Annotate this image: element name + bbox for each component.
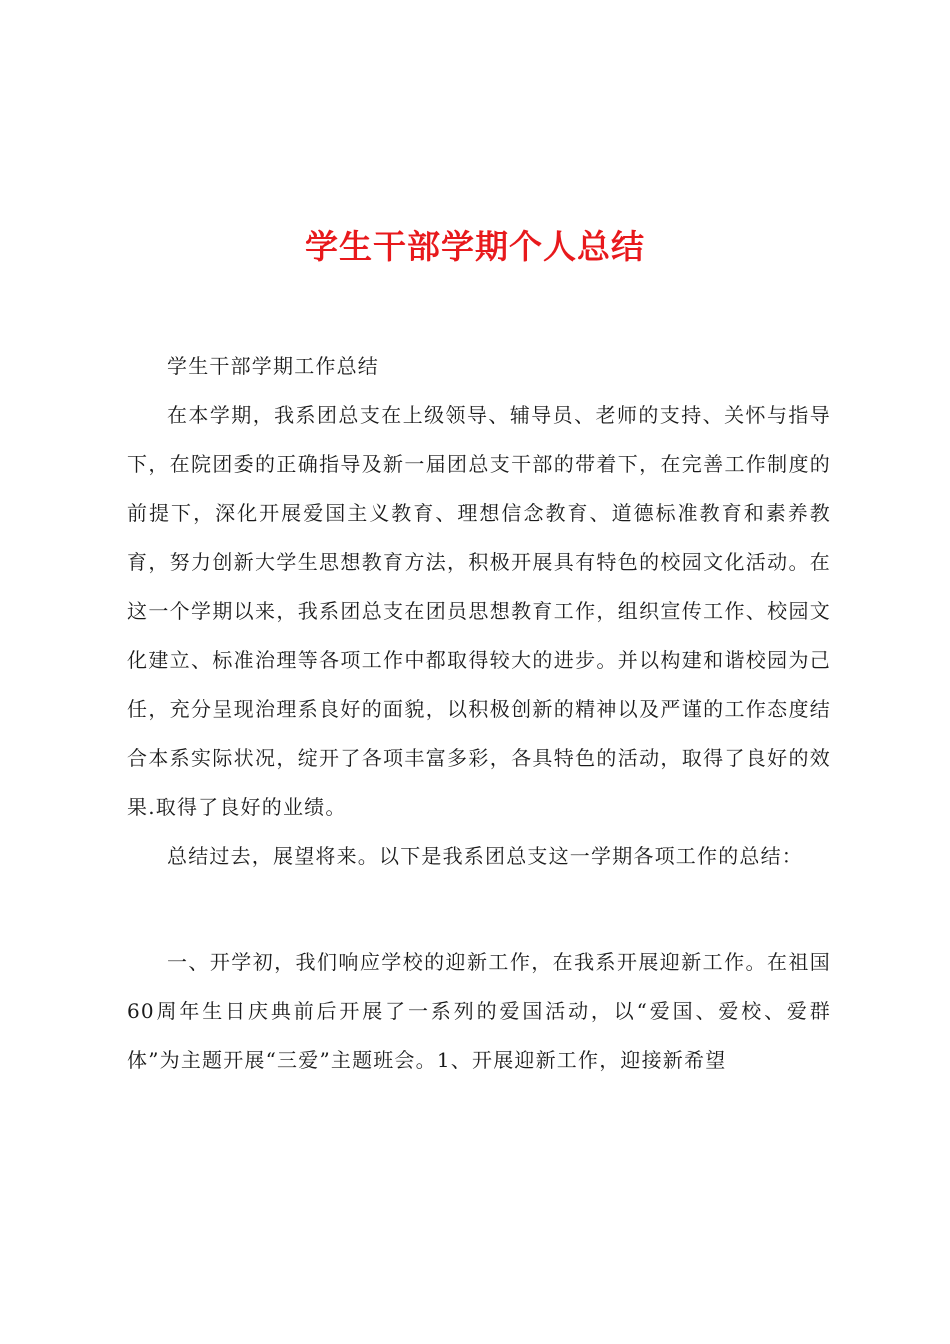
paragraph-block — [127, 938, 831, 1085]
paragraph-intro: 在本学期，我系团总支在上级领导、辅导员、老师的支持、关怀与指导下，在院团委的正确指导及新一届团总支干部的带着下，在完善工作制度的前提下，深化开展爱国主义教育、理想信念教育、道德标准教育和素养教育，努力创新大学生思想教育方法，积极开展具有特色的校园文化活动。在这一个学期以来，我系团总支在团员思想教育工作，组织宣传工作、校园文化建立、标准治理等各项工作中都取得较大的进步。并以构建和谐校园为己任，充分呈现治理系良好的面貌，以积极创新的精神以及严谨的工作态度结合本系实际状况，绽开了各项丰富多彩，各具特色的活动，取得了良好的效果.取得了良好的业绩。 — [127, 403, 831, 819]
paragraph-section-one: 一、开学初，我们响应学校的迎新工作，在我系开展迎新工作。在祖国60周年生日庆典前后开展了一系列的爱国活动，以“爱国、爱校、爱群体”为主题开展“三爱”主题班会。1、开展迎新工作，迎接新希望 — [127, 950, 831, 1072]
document-title: 学生干部学期个人总结 — [305, 227, 645, 267]
paragraph-block — [127, 391, 831, 832]
paragraph-block — [127, 832, 831, 881]
section-subtitle: 学生干部学期工作总结 — [167, 354, 379, 378]
document-body — [127, 342, 831, 391]
paragraph-summary-lead: 总结过去，展望将来。以下是我系团总支这一学期各项工作的总结： — [167, 844, 803, 868]
